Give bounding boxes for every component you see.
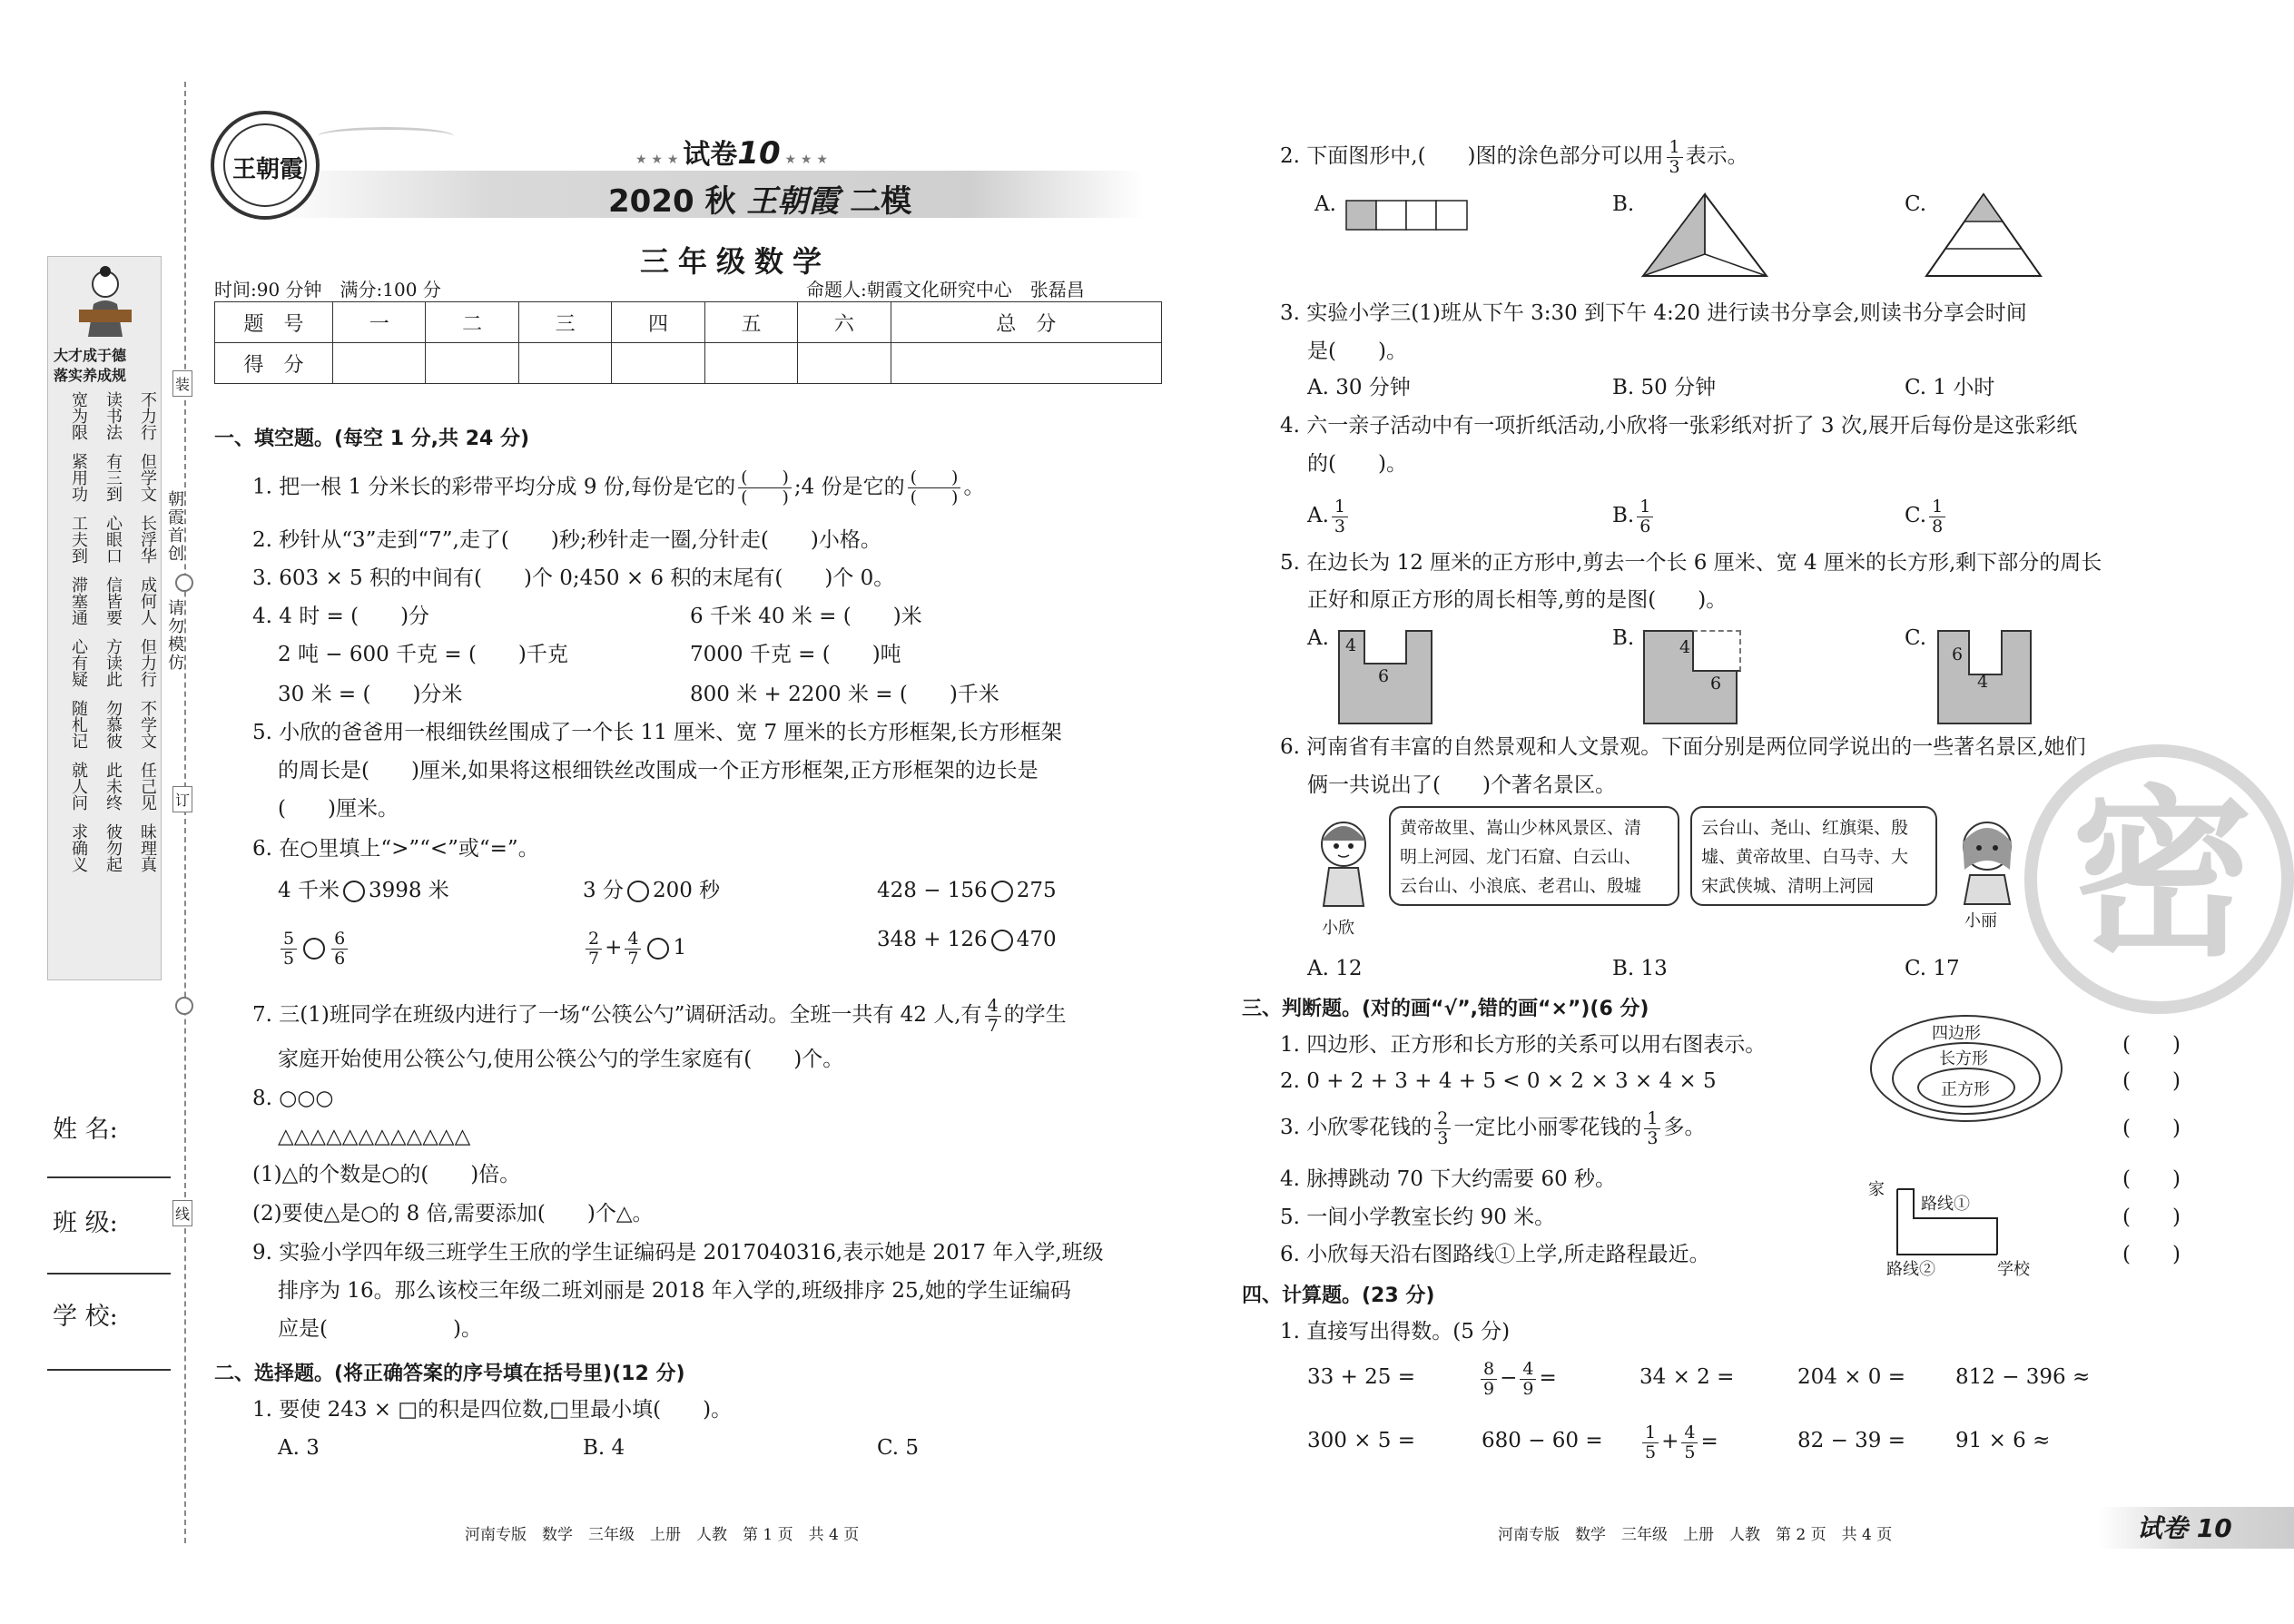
motto-panel (47, 256, 162, 980)
s2-q6-opt-b[interactable]: B. 13 (1612, 957, 1668, 980)
s1-q9-l2: 排序为 16。那么该校三年级二班刘丽是 2018 年入学的,班级排序 25,她的学生证编码 (278, 1279, 1071, 1303)
footer-tag: 试卷 10 (2137, 1513, 2232, 1543)
s4-sub1: 1. 直接写出得数。(5 分) (1280, 1320, 1511, 1343)
s1-q6-a3: 428 − 156 275 (877, 879, 1057, 902)
speech-bubble-2: 云台山、尧山、红旗渠、殷 墟、黄帝故里、白马寺、大 宋武侠城、清明上河园 (1690, 806, 1937, 906)
s1-q6-b2: $\frac{2}{7}$ + $\frac{4}{7}$ 1 (583, 920, 686, 975)
binding-hole-icon (175, 997, 193, 1015)
calc-item: 82 − 39 = (1797, 1429, 1906, 1452)
s2-q1-opt-b[interactable]: B. 4 (583, 1436, 625, 1460)
s1-q6-a1: 4 千米 3998 米 (278, 879, 449, 902)
score-cell[interactable] (518, 343, 611, 384)
s1-q4-1a: 4. 4 时 = ( )分 (252, 605, 430, 628)
answer-bracket[interactable]: ( ) (2122, 1167, 2181, 1191)
exam-title: 2020 秋 王朝霞 二模 (608, 183, 912, 220)
class-field[interactable] (47, 1273, 171, 1275)
score-header-cell: 三 (518, 302, 611, 343)
calc-item: $\frac{1}{5}$ + $\frac{4}{5}$ = (1639, 1416, 1718, 1467)
s2-q6-l2: 俩一共说出了( )个著名景区。 (1307, 773, 1616, 797)
name-field[interactable] (47, 1176, 171, 1178)
motto-col: 长浮华 (138, 515, 157, 564)
compare-circle[interactable] (647, 938, 669, 960)
compare-circle[interactable] (991, 930, 1013, 951)
s1-q4-1b: 6 千米 40 米 = ( )米 (690, 605, 922, 628)
score-header-cell: 六 (798, 302, 891, 343)
s1-q4-2a: 2 吨 − 600 千克 = ( )千克 (278, 643, 568, 666)
binding-hole-icon (175, 574, 193, 592)
compare-circle[interactable] (343, 881, 365, 902)
score-cell[interactable] (333, 343, 426, 384)
motto-col: 紧用功 (69, 453, 88, 502)
binding-mark-3: 线 (172, 1200, 192, 1226)
s2-q5-opt-a[interactable]: A. (1307, 626, 1329, 650)
motto-col: 心眼口 (103, 515, 123, 564)
binding-note-1: 朝霞首创 (165, 490, 184, 563)
motto-col: 昧理真 (138, 823, 157, 872)
scholar-icon (75, 264, 135, 337)
footer-left: 河南专版 数学 三年级 上册 人教 第 1 页 共 4 页 (465, 1526, 860, 1544)
s1-q9-l3: 应是( )。 (278, 1317, 482, 1341)
speech-bubble-1: 黄帝故里、嵩山少林风景区、清 明上河园、龙门石窟、白云山、 云台山、小浪底、老君山、殷墟 (1389, 806, 1679, 906)
calc-item: $\frac{8}{9}$ − $\frac{4}{9}$ = (1478, 1353, 1557, 1403)
s1-q6-b1: $\frac{5}{5}$ $\frac{6}{6}$ (278, 920, 350, 975)
s1-q4-3a: 30 米 = ( )分米 (278, 683, 463, 706)
s1-q7-l1: 7. 三(1)班同学在班级内进行了一场“公筷公勺”调研活动。全班一共有 42 人,有 $\frac{4}{7}$ 的学生 (252, 995, 1067, 1036)
s3-item-5: 5. 一间小学教室长约 90 米。 (1280, 1206, 1556, 1229)
score-cell[interactable] (891, 343, 1161, 384)
s1-q7-l2: 家庭开始使用公筷公勺,使用公筷公勺的学生家庭有( )个。 (278, 1048, 844, 1071)
motto-col: 成何人 (138, 576, 157, 625)
motto-col: 不力行 (138, 391, 157, 440)
motto-col: 但学文 (138, 453, 157, 502)
name-label: 姓 名: (53, 1116, 118, 1144)
school-field[interactable] (47, 1369, 171, 1371)
subject-title: 三年级数学 (640, 244, 832, 279)
score-header-cell: 二 (426, 302, 518, 343)
motto-col: 滞塞通 (69, 576, 88, 625)
s3-item-6: 6. 小欣每天沿右图路线①上学,所走路程最近。 (1280, 1243, 1710, 1266)
author-info: 命题人:朝霞文化研究中心 张磊昌 (806, 279, 1085, 300)
s2-q6-opt-c[interactable]: C. 17 (1905, 957, 1960, 980)
brand-logo (211, 111, 320, 220)
cut-square-c: 6 4 (1937, 630, 2032, 724)
calc-item: 91 × 6 ≈ (1955, 1429, 2051, 1452)
s1-q4-2b: 7000 千克 = ( )吨 (690, 643, 901, 666)
s1-q2: 2. 秒针从“3”走到“7”,走了( )秒;秒针走一圈,分针走( )小格。 (252, 528, 881, 552)
s2-q3-l1: 3. 实验小学三(1)班从下午 3:30 到下午 4:20 进行读书分享会,则读书分享会时间 (1280, 301, 2027, 325)
s2-q5-l1: 5. 在边长为 12 厘米的正方形中,剪去一个长 6 厘米、宽 4 厘米的长方形,剩下部分的周长 (1280, 551, 2102, 575)
binding-mark-1: 装 (172, 370, 192, 397)
binding-mark-2: 订 (172, 786, 192, 812)
score-header-cell: 四 (612, 302, 704, 343)
s2-q5-opt-c[interactable]: C. (1905, 626, 1927, 650)
series-label: 试卷 (683, 139, 738, 171)
score-cell[interactable] (426, 343, 518, 384)
motto-col: 勿慕彼 (103, 700, 123, 749)
shaded-strip-figure (1345, 200, 1469, 236)
motto-col: 工夫到 (69, 515, 88, 564)
motto-col: 求确义 (69, 823, 88, 872)
motto-col: 宽为限 (69, 391, 88, 440)
compare-circle[interactable] (627, 881, 649, 902)
s2-q3-opt-a[interactable]: A. 30 分钟 (1307, 376, 1411, 399)
s2-q3-opt-c[interactable]: C. 1 小时 (1905, 376, 1995, 399)
triangle-figure-b (1641, 192, 1768, 283)
answer-bracket[interactable]: ( ) (2122, 1117, 2181, 1140)
motto-col: 任己见 (138, 762, 157, 811)
score-cell[interactable] (612, 343, 704, 384)
s2-q5-l2: 正好和原正方形的周长相等,剪的是图( )。 (1307, 588, 1728, 612)
motto-col: 此未终 (103, 762, 123, 811)
venn-diagram: 四边形 长方形 正方形 (1870, 1015, 2063, 1122)
motto-col: 不学文 (138, 700, 157, 749)
s2-q4-l2: 的( )。 (1307, 452, 1407, 476)
cut-square-a: 4 6 (1338, 630, 1433, 724)
motto-col: 随札记 (69, 700, 88, 749)
s1-q8-2: (2)要使△是○的 8 倍,需要添加( )个△。 (252, 1202, 654, 1225)
star-icon: ★ ★ ★ (635, 153, 684, 167)
stamp-char: 密 (2072, 768, 2254, 981)
star-icon: ★ ★ ★ (780, 153, 828, 167)
series-number: 10 (737, 135, 781, 172)
motto-col: 就人问 (69, 762, 88, 811)
binding-dashed-line (184, 82, 186, 1543)
ribbon-decor (318, 127, 454, 145)
calc-item: 680 − 60 = (1482, 1429, 1603, 1452)
calc-item: 204 × 0 = (1797, 1365, 1906, 1389)
motto-col: 但力行 (138, 638, 157, 687)
s1-q6-a2: 3 分 200 秒 (583, 879, 721, 902)
motto-a: 大才成于德 (54, 347, 127, 364)
answer-bracket[interactable]: ( ) (2122, 1069, 2181, 1093)
score-header-cell: 总 分 (891, 302, 1161, 343)
s1-q6: 6. 在○里填上“>”“<”或“=”。 (252, 837, 539, 861)
s1-q8-triangles: △△△△△△△△△△△△ (278, 1125, 471, 1148)
section2-title: 二、选择题。(将正确答案的序号填在括号里)(12 分) (214, 1363, 685, 1385)
time-info: 时间:90 分钟 满分:100 分 (214, 279, 441, 300)
s2-q2: 2. 下面图形中,( )图的涂色部分可以用 $\frac{1}{3}$ 表示。 (1280, 136, 1748, 177)
s3-item-3: 3. 小欣零花钱的 $\frac{2}{3}$ 一定比小丽零花钱的 $\frac{1}{3}$ 多。 (1280, 1107, 1706, 1148)
calc-item: 812 − 396 ≈ (1955, 1365, 2091, 1389)
s2-q6-l1: 6. 河南省有丰富的自然景观和人文景观。下面分别是两位同学说出的一些著名景区,她们 (1280, 735, 2086, 759)
motto-b: 落实养成规 (54, 367, 127, 384)
school-label: 学 校: (53, 1303, 118, 1331)
girl-xiaoli-icon (1946, 815, 2028, 906)
score-cell[interactable] (704, 343, 797, 384)
confidential-stamp (2024, 744, 2294, 1014)
footer-right: 河南专版 数学 三年级 上册 人教 第 2 页 共 4 页 (1498, 1526, 1893, 1544)
s1-q5-l2: 的周长是( )厘米,如果将这根细铁丝改围成一个正方形框架,正方形框架的边长是 (278, 759, 1039, 782)
girl-xiaoli-label: 小丽 (1964, 911, 1997, 930)
score-row-label: 得 分 (215, 343, 333, 384)
s2-q4-l1: 4. 六一亲子活动中有一项折纸活动,小欣将一张彩纸对折了 3 次,展开后每份是这张彩纸 (1280, 414, 2078, 438)
binding-note-2: 请勿模仿 (165, 599, 184, 672)
s2-q2-opt-b[interactable]: B. (1612, 192, 1635, 216)
score-row (215, 343, 1162, 384)
section3-title: 三、判断题。(对的画“√”,错的画“×”)(6 分) (1242, 998, 1649, 1020)
motto-col: 方读此 (103, 638, 123, 687)
s1-q5-l3: ( )厘米。 (278, 797, 399, 821)
answer-bracket[interactable]: ( ) (2122, 1206, 2181, 1229)
s2-q5-opt-b[interactable]: B. (1612, 626, 1635, 650)
paper-series (635, 132, 828, 172)
score-header-cell: 一 (333, 302, 426, 343)
logo-text: 王朝霞 (232, 156, 304, 183)
s1-q9-l1: 9. 实验小学四年级三班学生王欣的学生证编码是 2017040316,表示她是 2017 年入学,班级 (252, 1241, 1104, 1265)
s2-q1-opt-a[interactable]: A. 3 (278, 1436, 320, 1460)
motto-col: 信皆要 (103, 576, 123, 625)
class-label: 班 级: (53, 1209, 118, 1237)
motto-col: 有三到 (103, 453, 123, 502)
score-header-row (215, 302, 1162, 343)
calc-item: 33 + 25 = (1307, 1365, 1416, 1389)
compare-circle[interactable] (303, 938, 325, 960)
motto-col: 彼勿起 (103, 823, 123, 872)
s1-q5-l1: 5. 小欣的爸爸用一根细铁丝围成了一个长 11 厘米、宽 7 厘米的长方形框架,长方形框架 (252, 721, 1062, 744)
s1-q6-b3: 348 + 126 470 (877, 928, 1057, 951)
cut-square-b: 4 6 (1643, 630, 1738, 724)
s3-item-2: 2. 0 + 2 + 3 + 4 + 5 < 0 × 2 × 3 × 4 × 5 (1280, 1069, 1717, 1093)
s2-q4-opt-c[interactable]: C. $\frac{1}{8}$ (1905, 490, 1948, 541)
s2-q1: 1. 要使 243 × □的积是四位数,□里最小填( )。 (252, 1398, 733, 1422)
calc-item: 300 × 5 = (1307, 1429, 1416, 1452)
s2-q6-opt-a[interactable]: A. 12 (1307, 957, 1363, 980)
s1-q3: 3. 603 × 5 积的中间有( )个 0;450 × 6 积的末尾有( )个 0。 (252, 566, 895, 590)
section4-title: 四、计算题。(23 分) (1242, 1284, 1435, 1307)
blank-fraction[interactable]: $\frac{( )}{( )}$ (738, 468, 792, 507)
section1-title: 一、填空题。(每空 1 分,共 24 分) (214, 428, 530, 450)
s1-q4-3b: 800 米 + 2200 米 = ( )千米 (690, 683, 999, 706)
s2-q2-opt-a[interactable]: A. (1314, 192, 1336, 216)
answer-bracket[interactable]: ( ) (2122, 1243, 2181, 1266)
s2-q1-opt-c[interactable]: C. 5 (877, 1436, 920, 1460)
score-header-cell: 五 (704, 302, 797, 343)
score-table (214, 301, 1162, 384)
motto-col: 读书法 (103, 391, 123, 440)
s2-q2-opt-c[interactable]: C. (1905, 192, 1927, 216)
s3-item-1: 1. 四边形、正方形和长方形的关系可以用右图表示。 (1280, 1033, 1767, 1057)
motto-grid (54, 391, 157, 872)
s2-q3-l2: 是( )。 (1307, 340, 1407, 363)
route-map: 家 路线① 路线② 学校 (1868, 1180, 2030, 1279)
girl-xiaoxin-label: 小欣 (1322, 919, 1354, 938)
s1-q8-1: (1)△的个数是○的( )倍。 (252, 1163, 521, 1186)
score-cell[interactable] (798, 343, 891, 384)
s3-item-4: 4. 脉搏跳动 70 下大约需要 60 秒。 (1280, 1167, 1617, 1191)
s2-q3-opt-b[interactable]: B. 50 分钟 (1612, 376, 1717, 399)
score-header-cell: 题 号 (215, 302, 333, 343)
s2-q4-opt-b[interactable]: B. $\frac{1}{6}$ (1612, 490, 1656, 541)
blank-fraction[interactable]: $\frac{( )}{( )}$ (908, 468, 961, 507)
triangle-figure-c (1925, 192, 2043, 283)
compare-circle[interactable] (991, 881, 1013, 902)
calc-item: 34 × 2 = (1639, 1365, 1735, 1389)
s2-q4-opt-a[interactable]: A. $\frac{1}{3}$ (1307, 490, 1351, 541)
girl-xiaoxin-icon (1307, 815, 1380, 915)
brand-name: 王朝霞 (746, 183, 840, 220)
answer-bracket[interactable]: ( ) (2122, 1033, 2181, 1057)
s1-q1: 1. 把一根 1 分米长的彩带平均分成 9 份,每份是它的 $\frac{( )}{( )}$ ;4 份是它的 $\frac{( )}{( )}$ 。 (252, 468, 985, 507)
s1-q8: 8. ○○○ (252, 1087, 334, 1110)
motto-col: 心有疑 (69, 638, 88, 687)
